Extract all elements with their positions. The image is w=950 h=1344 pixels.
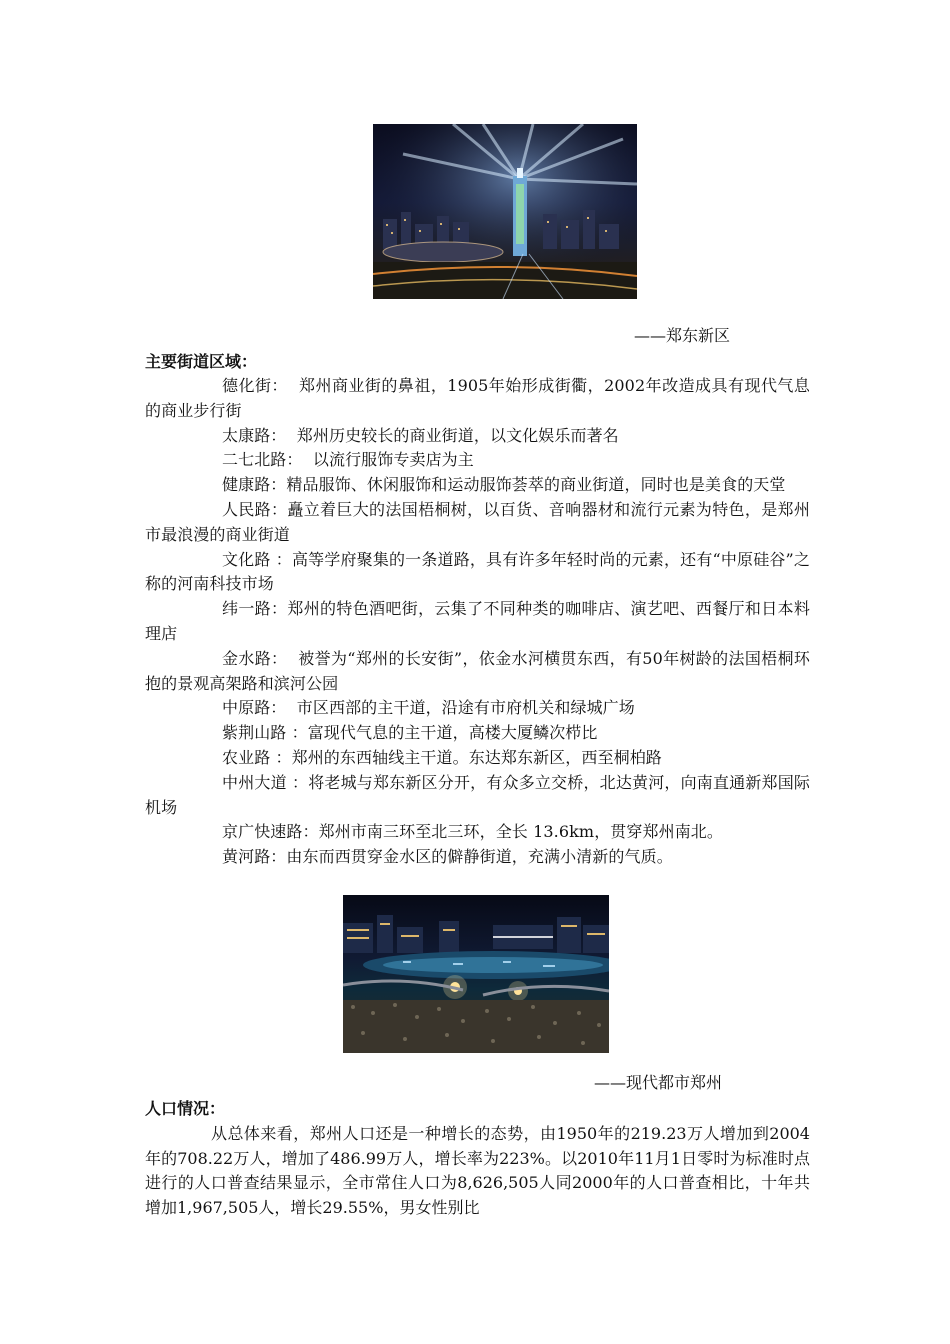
street-name: 紫荆山路 ： [222,723,308,743]
street-name: 纬一路： [222,599,288,619]
street-item [145,374,810,424]
street-item [145,647,810,697]
figure1-caption: ——郑东新区 [634,326,731,345]
street-item [145,696,810,721]
street-description: 郑州的东西轴线主干道。东达郑东新区，西至桐柏路 [291,747,662,767]
street-name: 农业路 ： [222,747,292,767]
street-name: 人民路： [222,499,288,519]
street-item [145,548,810,598]
street-name: 中原路： [222,698,297,718]
zhengdong-night-photo [373,124,637,299]
street-description: 矗立着巨大的法国梧桐树，以百货、音响器材和流行元素为特色，是郑州市最浪漫的商业街道 [145,499,810,544]
street-item [145,845,810,870]
modern-zhengzhou-photo [343,895,609,1053]
street-name: 黄河路： [222,847,287,867]
street-description: 市区西部的主干道，沿途有市府机关和绿城广场 [296,698,635,718]
population-heading: 人口情况： [145,1099,226,1118]
street-item [145,820,810,845]
street-description: 郑州市南三环至北三环，全长 13.6km，贯穿郑州南北。 [318,822,723,842]
street-description: 郑州历史较长的商业街道，以文化娱乐而著名 [296,425,619,445]
street-item [145,746,810,771]
street-item [145,448,810,473]
street-name: 德化街： [222,376,300,395]
street-description: 被誉为“郑州的长安街”，依金水河横贯东西，有50年树龄的法国梧桐环抱的景观高架路和滨河公园 [145,648,810,693]
street-name: 金水路： [222,648,299,668]
street-list [145,374,810,870]
street-description: 精品服饰、休闲服饰和运动服饰荟萃的商业街道，同时也是美食的天堂 [286,475,786,495]
figure2-caption: ——现代都市郑州 [594,1073,723,1092]
street-item [145,498,810,548]
street-description: 郑州商业街的鼻祖，1905年始形成街衢，2002年改造成具有现代气息的商业步行街 [145,376,810,420]
street-name: 京广快速路： [222,822,319,842]
street-description: 由东而西贯穿金水区的僻静街道，充满小清新的气质。 [286,847,673,867]
street-item [145,473,810,498]
street-name: 太康路： [222,425,297,445]
streets-heading: 主要街道区域： [145,352,258,371]
street-description: 高等学府聚集的一条道路，具有许多年轻时尚的元素，还有“中原硅谷”之称的河南科技市场 [145,549,810,594]
street-item [145,597,810,647]
street-name: 文化路 ： [222,549,292,569]
population-paragraph: 从总体来看，郑州人口还是一种增长的态势，由1950年的219.23万人增加到2004年的708.22万人，增加了486.99万人，增长率为223%。以2010年11月1日零时为标准时点进行的人口普查结果显示，全市常住人口为8,626,505人同2000年的人口普查相比，十年共增加1,967,505人，增长29.55%，男女性别比 [145,1124,810,1217]
street-description: 郑州的特色酒吧街，云集了不同种类的咖啡店、演艺吧、西餐厅和日本料理店 [145,599,810,643]
street-name: 健康路： [222,475,287,495]
street-description: 富现代气息的主干道，高楼大厦鳞次栉比 [307,723,598,743]
street-description: 以流行服饰专卖店为主 [312,450,474,470]
street-name: 二七北路： [222,450,313,470]
street-item [145,424,810,449]
street-item [145,721,810,746]
street-name: 中州大道 ： [222,772,309,792]
street-item [145,771,810,821]
street-description: 将老城与郑东新区分开，有众多立交桥，北达黄河，向南直通新郑国际机场 [145,772,811,817]
